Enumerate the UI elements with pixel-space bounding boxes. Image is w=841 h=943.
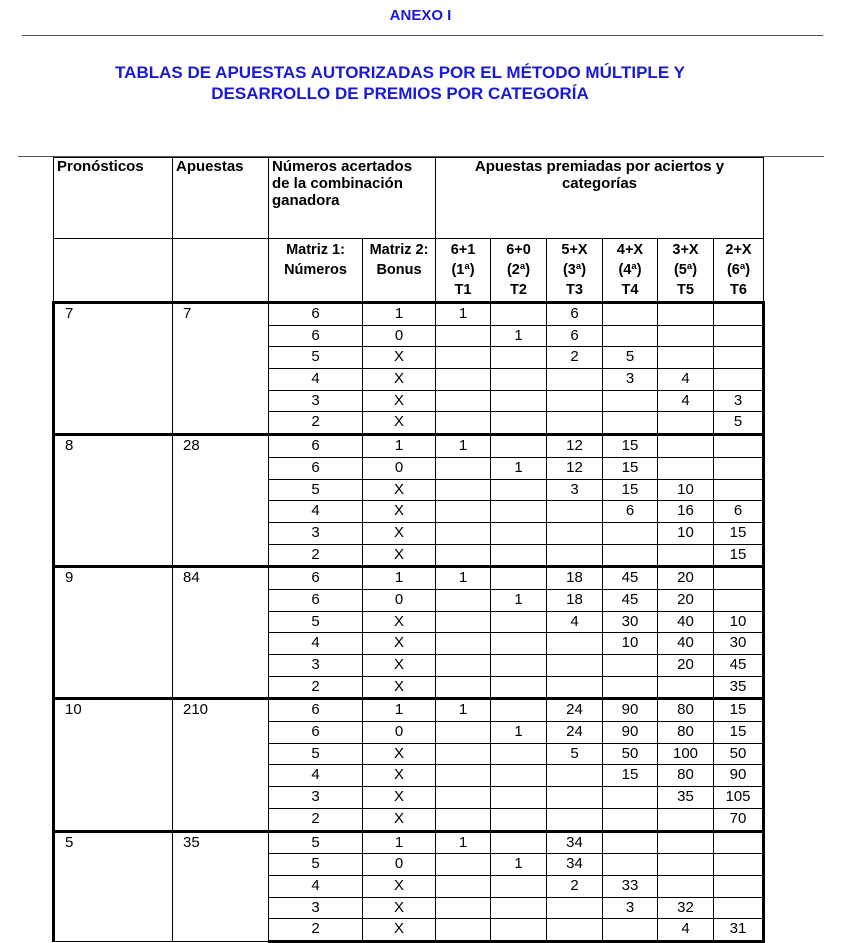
matriz2-value: X bbox=[363, 522, 436, 544]
t2-value bbox=[491, 479, 547, 501]
t6-value: 90 bbox=[714, 765, 764, 787]
t6-value: 50 bbox=[714, 743, 764, 765]
t5-value: 80 bbox=[658, 722, 714, 744]
t5-value: 20 bbox=[658, 589, 714, 611]
table-row bbox=[54, 699, 764, 722]
t2-value bbox=[491, 919, 547, 942]
t3-value: 12 bbox=[547, 457, 603, 479]
t1-value bbox=[436, 611, 491, 633]
t1-value: 1 bbox=[436, 435, 491, 458]
matriz1-value: 2 bbox=[269, 412, 363, 435]
matriz1-value: 4 bbox=[269, 633, 363, 655]
t3-value bbox=[547, 808, 603, 831]
t3-value: 34 bbox=[547, 831, 603, 854]
t2-value: 1 bbox=[491, 722, 547, 744]
t1-value bbox=[436, 390, 491, 412]
t4-value bbox=[603, 854, 658, 876]
matriz1-value: 2 bbox=[269, 919, 363, 942]
matriz1-value: 5 bbox=[269, 831, 363, 854]
matriz2-value: 1 bbox=[363, 567, 436, 590]
t6-value: 45 bbox=[714, 655, 764, 677]
t2-value bbox=[491, 875, 547, 897]
t3-value: 6 bbox=[547, 325, 603, 347]
pronosticos-value: 5 bbox=[54, 831, 173, 941]
t3-value: 5 bbox=[547, 743, 603, 765]
header-cat-t4 bbox=[603, 239, 658, 303]
matriz2-value: X bbox=[363, 765, 436, 787]
t4-value: 33 bbox=[603, 875, 658, 897]
t1-value: 1 bbox=[436, 567, 491, 590]
t6-value: 15 bbox=[714, 544, 764, 567]
t3-value bbox=[547, 897, 603, 919]
t6-value: 31 bbox=[714, 919, 764, 942]
matriz1-value: 4 bbox=[269, 501, 363, 523]
matriz2-value: X bbox=[363, 787, 436, 809]
t1-value bbox=[436, 325, 491, 347]
t3-value: 24 bbox=[547, 699, 603, 722]
matriz2-value: 1 bbox=[363, 699, 436, 722]
t4-value: 90 bbox=[603, 722, 658, 744]
t5-value bbox=[658, 676, 714, 699]
cat-label: 5+X bbox=[561, 242, 588, 258]
t2-value bbox=[491, 743, 547, 765]
matriz2-value: 1 bbox=[363, 831, 436, 854]
t2-value bbox=[491, 699, 547, 722]
t3-value: 6 bbox=[547, 303, 603, 326]
t4-value: 15 bbox=[603, 457, 658, 479]
header-cat-t2 bbox=[491, 239, 547, 303]
apuestas-value: 28 bbox=[173, 435, 269, 567]
t3-value bbox=[547, 501, 603, 523]
matriz1-value: 3 bbox=[269, 897, 363, 919]
t4-value: 3 bbox=[603, 897, 658, 919]
document-title bbox=[0, 62, 800, 104]
matriz2-value: X bbox=[363, 633, 436, 655]
t5-value: 100 bbox=[658, 743, 714, 765]
matriz1-value: 5 bbox=[269, 854, 363, 876]
matriz2-value: X bbox=[363, 611, 436, 633]
t4-value: 6 bbox=[603, 501, 658, 523]
t4-value: 10 bbox=[603, 633, 658, 655]
matriz1-value: 6 bbox=[269, 589, 363, 611]
t3-value bbox=[547, 522, 603, 544]
cat-ordinal: (2ª) bbox=[506, 262, 531, 278]
header-cat-t3 bbox=[547, 239, 603, 303]
matriz1-value: 4 bbox=[269, 765, 363, 787]
matriz1-value: 3 bbox=[269, 522, 363, 544]
t6-value bbox=[714, 567, 764, 590]
t1-value bbox=[436, 479, 491, 501]
t4-value: 45 bbox=[603, 589, 658, 611]
t1-value bbox=[436, 787, 491, 809]
matriz2-value: X bbox=[363, 655, 436, 677]
t2-value bbox=[491, 412, 547, 435]
t3-value bbox=[547, 390, 603, 412]
header-pronosticos: Pronósticos bbox=[54, 158, 173, 239]
cat-code: T2 bbox=[510, 282, 527, 298]
t2-value bbox=[491, 369, 547, 391]
t4-value bbox=[603, 390, 658, 412]
t4-value bbox=[603, 303, 658, 326]
matriz1-value: 2 bbox=[269, 808, 363, 831]
t6-value: 3 bbox=[714, 390, 764, 412]
t2-value: 1 bbox=[491, 854, 547, 876]
title-line-2: DESARROLLO DE PREMIOS POR CATEGORÍA bbox=[211, 84, 589, 103]
header-cat-t5 bbox=[658, 239, 714, 303]
t2-value: 1 bbox=[491, 589, 547, 611]
t1-value bbox=[436, 722, 491, 744]
t4-value bbox=[603, 412, 658, 435]
t5-value bbox=[658, 325, 714, 347]
matriz2-value: 0 bbox=[363, 722, 436, 744]
t1-value bbox=[436, 412, 491, 435]
matriz2-value: X bbox=[363, 369, 436, 391]
t2-value bbox=[491, 787, 547, 809]
pronosticos-value: 9 bbox=[54, 567, 173, 699]
t3-value bbox=[547, 765, 603, 787]
t5-value: 4 bbox=[658, 919, 714, 942]
cat-label: 4+X bbox=[616, 242, 644, 258]
t5-value: 4 bbox=[658, 369, 714, 391]
header-apuestas-empty bbox=[173, 239, 269, 303]
matriz1-value: 5 bbox=[269, 479, 363, 501]
matriz1-value: 2 bbox=[269, 544, 363, 567]
t1-value bbox=[436, 589, 491, 611]
t6-value: 15 bbox=[714, 699, 764, 722]
t2-value bbox=[491, 611, 547, 633]
cat-code: T5 bbox=[677, 282, 694, 298]
t5-value: 16 bbox=[658, 501, 714, 523]
t1-value bbox=[436, 919, 491, 942]
t3-value: 12 bbox=[547, 435, 603, 458]
t2-value bbox=[491, 676, 547, 699]
t5-value: 35 bbox=[658, 787, 714, 809]
t1-value bbox=[436, 347, 491, 369]
matriz1-value: 5 bbox=[269, 347, 363, 369]
t2-value bbox=[491, 897, 547, 919]
t5-value bbox=[658, 435, 714, 458]
t5-value bbox=[658, 854, 714, 876]
t2-value bbox=[491, 655, 547, 677]
t3-value: 2 bbox=[547, 875, 603, 897]
t2-value: 1 bbox=[491, 457, 547, 479]
t1-value: 1 bbox=[436, 303, 491, 326]
cat-ordinal: (3ª) bbox=[562, 262, 587, 278]
t1-value bbox=[436, 501, 491, 523]
header-numeros-acertados: Números acertados de la combinación ganadora bbox=[269, 158, 436, 239]
table-row bbox=[54, 567, 764, 590]
t1-value: 1 bbox=[436, 831, 491, 854]
t2-value bbox=[491, 522, 547, 544]
t6-value bbox=[714, 303, 764, 326]
t5-value bbox=[658, 544, 714, 567]
matriz1-value: 4 bbox=[269, 875, 363, 897]
cat-ordinal: (5ª) bbox=[673, 262, 698, 278]
t6-value: 35 bbox=[714, 676, 764, 699]
t1-value bbox=[436, 633, 491, 655]
matriz2-value: 0 bbox=[363, 325, 436, 347]
t6-value bbox=[714, 325, 764, 347]
top-divider bbox=[22, 35, 823, 36]
cat-label: 6+1 bbox=[450, 242, 476, 258]
title-line-1: TABLAS DE APUESTAS AUTORIZADAS POR EL MÉTODO MÚLTIPLE Y bbox=[115, 63, 685, 82]
t3-value: 24 bbox=[547, 722, 603, 744]
t1-value bbox=[436, 875, 491, 897]
t6-value bbox=[714, 457, 764, 479]
matriz1-value: 3 bbox=[269, 655, 363, 677]
matriz2-value: 0 bbox=[363, 854, 436, 876]
prize-table bbox=[52, 157, 765, 943]
t5-value bbox=[658, 347, 714, 369]
cat-ordinal: (6ª) bbox=[726, 262, 751, 278]
t6-value bbox=[714, 479, 764, 501]
t4-value: 3 bbox=[603, 369, 658, 391]
t5-value: 40 bbox=[658, 633, 714, 655]
cat-code: T1 bbox=[454, 282, 472, 298]
header-cat-t1 bbox=[436, 239, 491, 303]
matriz1-value: 3 bbox=[269, 787, 363, 809]
t2-value bbox=[491, 303, 547, 326]
t6-value: 5 bbox=[714, 412, 764, 435]
matriz2-value: X bbox=[363, 544, 436, 567]
t4-value: 15 bbox=[603, 435, 658, 458]
table-row bbox=[54, 303, 764, 326]
t1-value bbox=[436, 676, 491, 699]
t5-value: 40 bbox=[658, 611, 714, 633]
t5-value bbox=[658, 831, 714, 854]
matriz2-value: 0 bbox=[363, 457, 436, 479]
t5-value: 32 bbox=[658, 897, 714, 919]
t2-value bbox=[491, 347, 547, 369]
t4-value bbox=[603, 325, 658, 347]
pronosticos-value: 10 bbox=[54, 699, 173, 831]
t2-value bbox=[491, 544, 547, 567]
t4-value bbox=[603, 676, 658, 699]
t6-value: 15 bbox=[714, 722, 764, 744]
annex-heading: ANEXO I bbox=[389, 7, 452, 24]
matriz2-value: 1 bbox=[363, 303, 436, 326]
t4-value: 5 bbox=[603, 347, 658, 369]
table-row bbox=[54, 831, 764, 854]
t6-value: 10 bbox=[714, 611, 764, 633]
t1-value bbox=[436, 743, 491, 765]
t6-value bbox=[714, 435, 764, 458]
t6-value bbox=[714, 589, 764, 611]
t1-value bbox=[436, 808, 491, 831]
t6-value bbox=[714, 831, 764, 854]
t2-value bbox=[491, 831, 547, 854]
cat-ordinal: (4ª) bbox=[618, 262, 642, 278]
t4-value bbox=[603, 831, 658, 854]
matriz2-value: 0 bbox=[363, 589, 436, 611]
cat-ordinal: (1ª) bbox=[451, 262, 475, 278]
t1-value bbox=[436, 897, 491, 919]
t5-value bbox=[658, 303, 714, 326]
matriz2-value: X bbox=[363, 743, 436, 765]
cat-code: T4 bbox=[621, 282, 639, 298]
cat-code: T6 bbox=[730, 282, 747, 298]
t6-value bbox=[714, 347, 764, 369]
matriz1-value: 6 bbox=[269, 303, 363, 326]
t4-value: 50 bbox=[603, 743, 658, 765]
matriz1-value: 6 bbox=[269, 457, 363, 479]
t1-value bbox=[436, 765, 491, 787]
t3-value: 3 bbox=[547, 479, 603, 501]
matriz1-value: 6 bbox=[269, 435, 363, 458]
t3-value: 34 bbox=[547, 854, 603, 876]
t3-value: 4 bbox=[547, 611, 603, 633]
t6-value: 6 bbox=[714, 501, 764, 523]
t4-value: 90 bbox=[603, 699, 658, 722]
t6-value: 15 bbox=[714, 522, 764, 544]
matriz1-value: 6 bbox=[269, 325, 363, 347]
t6-value bbox=[714, 897, 764, 919]
matriz2-value: X bbox=[363, 412, 436, 435]
apuestas-value: 35 bbox=[173, 831, 269, 941]
t6-value: 70 bbox=[714, 808, 764, 831]
t3-value: 18 bbox=[547, 589, 603, 611]
apuestas-value: 7 bbox=[173, 303, 269, 435]
t4-value bbox=[603, 655, 658, 677]
t3-value bbox=[547, 655, 603, 677]
matriz2-value: X bbox=[363, 875, 436, 897]
matriz1-value: 6 bbox=[269, 722, 363, 744]
apuestas-value: 210 bbox=[173, 699, 269, 831]
t2-value bbox=[491, 808, 547, 831]
t4-value bbox=[603, 919, 658, 942]
t1-value bbox=[436, 854, 491, 876]
t5-value bbox=[658, 875, 714, 897]
t5-value: 20 bbox=[658, 567, 714, 590]
t4-value: 15 bbox=[603, 765, 658, 787]
matriz2-value: X bbox=[363, 479, 436, 501]
header-cat-t6 bbox=[714, 239, 764, 303]
t3-value bbox=[547, 544, 603, 567]
matriz2-value: X bbox=[363, 919, 436, 942]
t2-value bbox=[491, 390, 547, 412]
matriz2-value: 1 bbox=[363, 435, 436, 458]
t6-value bbox=[714, 875, 764, 897]
t3-value bbox=[547, 633, 603, 655]
t3-value bbox=[547, 369, 603, 391]
t5-value bbox=[658, 412, 714, 435]
header-apuestas-premiadas: Apuestas premiadas por aciertos y categorías bbox=[436, 158, 764, 239]
t4-value bbox=[603, 787, 658, 809]
t6-value: 30 bbox=[714, 633, 764, 655]
t4-value: 15 bbox=[603, 479, 658, 501]
cat-label: 3+X bbox=[672, 242, 699, 258]
t4-value: 45 bbox=[603, 567, 658, 590]
matriz1-value: 5 bbox=[269, 611, 363, 633]
matriz1-value: 6 bbox=[269, 699, 363, 722]
apuestas-value: 84 bbox=[173, 567, 269, 699]
matriz1-value: 3 bbox=[269, 390, 363, 412]
t5-value bbox=[658, 808, 714, 831]
table-row bbox=[54, 435, 764, 458]
t5-value: 4 bbox=[658, 390, 714, 412]
t4-value bbox=[603, 544, 658, 567]
t2-value bbox=[491, 765, 547, 787]
pronosticos-value: 7 bbox=[54, 303, 173, 435]
t2-value bbox=[491, 435, 547, 458]
t1-value bbox=[436, 655, 491, 677]
matriz2-value: X bbox=[363, 897, 436, 919]
header-matriz-2: Matriz 2: Bonus bbox=[363, 239, 436, 303]
t1-value bbox=[436, 457, 491, 479]
t4-value bbox=[603, 808, 658, 831]
cat-label: 6+0 bbox=[506, 242, 531, 258]
t3-value bbox=[547, 676, 603, 699]
t5-value bbox=[658, 457, 714, 479]
t6-value bbox=[714, 854, 764, 876]
t3-value bbox=[547, 919, 603, 942]
matriz2-value: X bbox=[363, 347, 436, 369]
prize-table-body bbox=[54, 303, 764, 942]
t1-value: 1 bbox=[436, 699, 491, 722]
t3-value bbox=[547, 787, 603, 809]
t2-value bbox=[491, 633, 547, 655]
t3-value: 2 bbox=[547, 347, 603, 369]
matriz1-value: 6 bbox=[269, 567, 363, 590]
t5-value: 80 bbox=[658, 765, 714, 787]
t5-value: 10 bbox=[658, 479, 714, 501]
t3-value bbox=[547, 412, 603, 435]
t2-value: 1 bbox=[491, 325, 547, 347]
cat-label: 2+X bbox=[725, 242, 752, 258]
pronosticos-value: 8 bbox=[54, 435, 173, 567]
t5-value: 80 bbox=[658, 699, 714, 722]
t5-value: 10 bbox=[658, 522, 714, 544]
t1-value bbox=[436, 522, 491, 544]
t1-value bbox=[436, 369, 491, 391]
matriz1-value: 4 bbox=[269, 369, 363, 391]
header-matriz-1: Matriz 1: Números bbox=[269, 239, 363, 303]
t4-value bbox=[603, 522, 658, 544]
matriz1-value: 5 bbox=[269, 743, 363, 765]
t1-value bbox=[436, 544, 491, 567]
matriz2-value: X bbox=[363, 808, 436, 831]
header-apuestas: Apuestas bbox=[173, 158, 269, 239]
t3-value: 18 bbox=[547, 567, 603, 590]
matriz1-value: 2 bbox=[269, 676, 363, 699]
t2-value bbox=[491, 501, 547, 523]
t6-value: 105 bbox=[714, 787, 764, 809]
matriz2-value: X bbox=[363, 501, 436, 523]
t5-value: 20 bbox=[658, 655, 714, 677]
t2-value bbox=[491, 567, 547, 590]
matriz2-value: X bbox=[363, 390, 436, 412]
t6-value bbox=[714, 369, 764, 391]
matriz2-value: X bbox=[363, 676, 436, 699]
cat-code: T3 bbox=[566, 282, 583, 298]
header-pronosticos-empty bbox=[54, 239, 173, 303]
t4-value: 30 bbox=[603, 611, 658, 633]
